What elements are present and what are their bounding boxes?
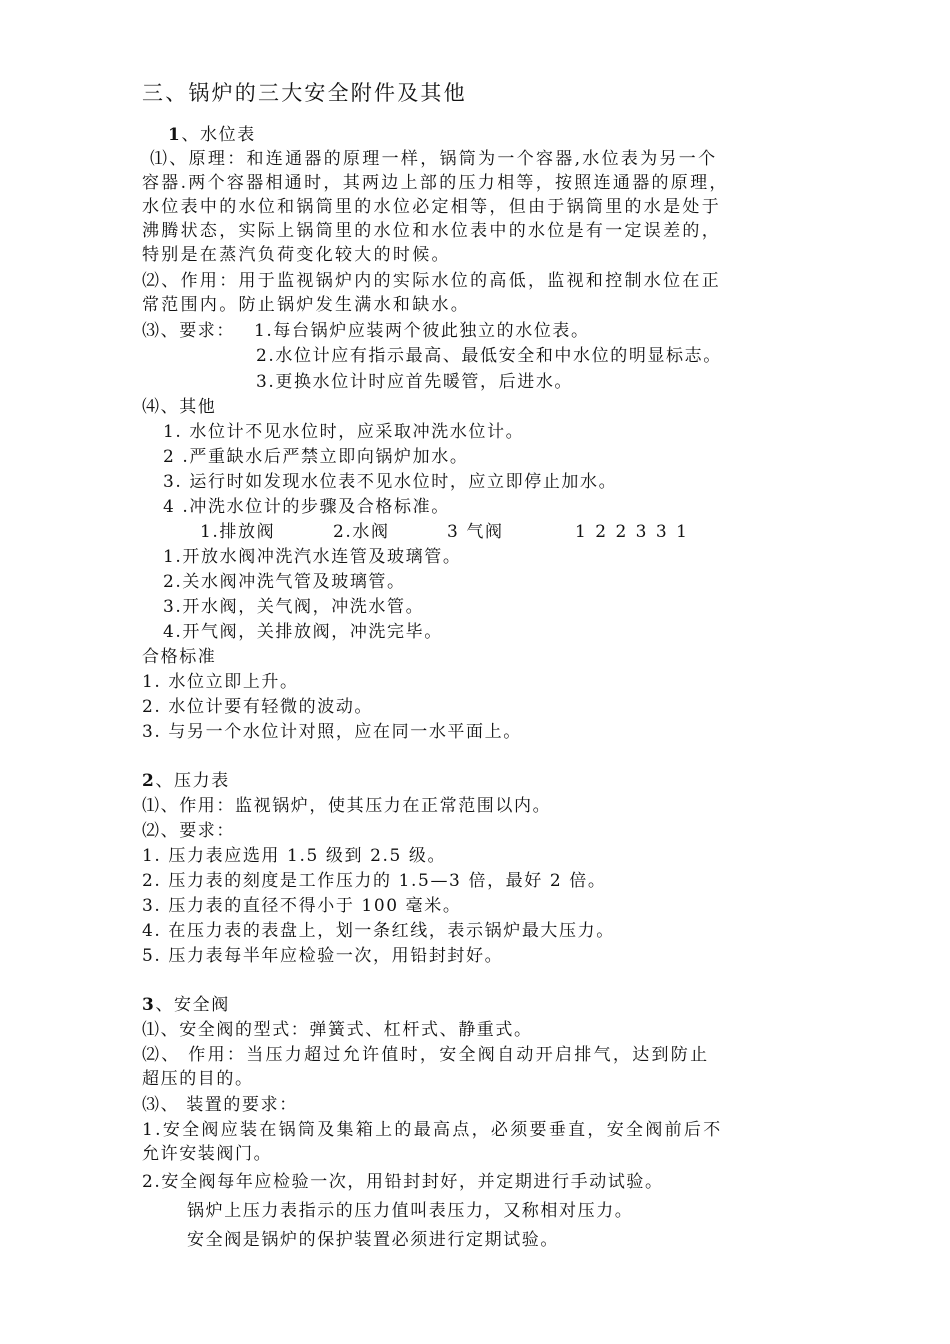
list-item: 1.安全阀应装在锅筒及集箱上的最高点，必须要垂直，安全阀前后不 xyxy=(142,1120,723,1140)
requirements-label: ⑵、要求： xyxy=(142,821,235,841)
list-item: 3. 与另一个水位计对照，应在同一水平面上。 xyxy=(142,722,522,742)
list-item: 3.更换水位计时应首先暖管，后进水。 xyxy=(256,372,574,392)
requirements-label: ⑶、 装置的要求： xyxy=(142,1095,298,1115)
section-heading-water-level xyxy=(168,124,256,146)
step-item: 1.开放水阀冲洗汽水连管及玻璃管。 xyxy=(163,547,462,567)
paragraph-line: ⑴、安全阀的型式：弹簧式、杠杆式、静重式。 xyxy=(142,1020,533,1040)
list-item: 2. 压力表的刻度是工作压力的 1.5—3 倍，最好 2 倍。 xyxy=(142,871,607,891)
section-number: 2 xyxy=(142,771,156,791)
paragraph-line: ⑵、 作用：当压力超过允许值时，安全阀自动开启排气，达到防止 xyxy=(142,1045,710,1065)
list-item: 1. 压力表应选用 1.5 级到 2.5 级。 xyxy=(142,846,447,866)
section-number: 3 xyxy=(142,995,156,1015)
list-item: 5. 压力表每半年应检验一次，用铅封封好。 xyxy=(142,946,504,966)
paragraph-line: 水位表中的水位和锅筒里的水位必定相等，但由于锅筒里的水是处于 xyxy=(142,197,721,217)
paragraph-line: 容器.两个容器相通时，其两边上部的压力相等，按照连通器的原理， xyxy=(142,173,729,193)
list-item: 2 .严重缺水后严禁立即向锅炉加水。 xyxy=(163,447,469,467)
step-item: 3.开水阀，关气阀，冲洗水管。 xyxy=(163,597,425,617)
list-item: 4. 在压力表的表盘上，划一条红线，表示锅炉最大压力。 xyxy=(142,921,615,941)
paragraph-line: ⑵、作用：用于监视锅炉内的实际水位的高低，监视和控制水位在正 xyxy=(142,271,721,291)
list-item: 3. 压力表的直径不得小于 100 毫米。 xyxy=(142,896,462,916)
list-item: 1. 水位计不见水位时，应采取冲洗水位计。 xyxy=(163,422,525,442)
valve-label: 2.水阀 xyxy=(333,522,390,542)
paragraph-line: 沸腾状态，实际上锅筒里的水位和水位表中的水位是有一定误差的， xyxy=(142,221,721,241)
list-item: 2.安全阀每年应检验一次，用铅封封好，并定期进行手动试验。 xyxy=(142,1172,664,1192)
paragraph-line: 特别是在蒸汽负荷变化较大的时候。 xyxy=(142,245,451,265)
section-title: 、水位表 xyxy=(181,125,256,145)
note-line: 锅炉上压力表指示的压力值叫表压力，又称相对压力。 xyxy=(187,1201,634,1221)
list-item: 2. 水位计要有轻微的波动。 xyxy=(142,697,374,717)
note-line: 安全阀是锅炉的保护装置必须进行定期试验。 xyxy=(187,1230,559,1250)
valve-label: 3 气阀 xyxy=(447,522,504,542)
list-item: 允许安装阀门。 xyxy=(142,1144,273,1164)
list-item: 2.水位计应有指示最高、最低安全和中水位的明显标志。 xyxy=(256,346,722,366)
list-item: 4 .冲洗水位计的步骤及合格标准。 xyxy=(163,497,450,517)
requirements-label: ⑶、要求： xyxy=(142,321,235,341)
list-item: 1.每台锅炉应装两个彼此独立的水位表。 xyxy=(254,321,590,341)
valve-sequence: 1 2 2 3 3 1 xyxy=(575,522,689,542)
list-item: 3. 运行时如发现水位表不见水位时，应立即停止加水。 xyxy=(163,472,618,492)
step-item: 2.关水阀冲洗气管及玻璃管。 xyxy=(163,572,406,592)
standard-label: 合格标准 xyxy=(142,647,217,667)
section-heading-pressure-gauge xyxy=(142,770,230,792)
section-heading-safety-valve xyxy=(142,994,230,1016)
section-number: 1 xyxy=(168,125,182,145)
other-label: ⑷、其他 xyxy=(142,397,217,417)
list-item: 1. 水位立即上升。 xyxy=(142,672,299,692)
paragraph-line: ⑴、原理：和连通器的原理一样，锅筒为一个容器,水位表为另一个 xyxy=(150,149,718,169)
paragraph-line: 常范围内。防止锅炉发生满水和缺水。 xyxy=(142,295,471,315)
section-title: 、压力表 xyxy=(155,771,230,791)
step-item: 4.开气阀，关排放阀，冲洗完毕。 xyxy=(163,622,443,642)
valve-label: 1.排放阀 xyxy=(200,522,276,542)
section-title: 、安全阀 xyxy=(155,995,230,1015)
page-title: 三、锅炉的三大安全附件及其他 xyxy=(142,81,467,105)
paragraph-line: ⑴、作用：监视锅炉，使其压力在正常范围以内。 xyxy=(142,796,552,816)
paragraph-line: 超压的目的。 xyxy=(142,1069,254,1089)
